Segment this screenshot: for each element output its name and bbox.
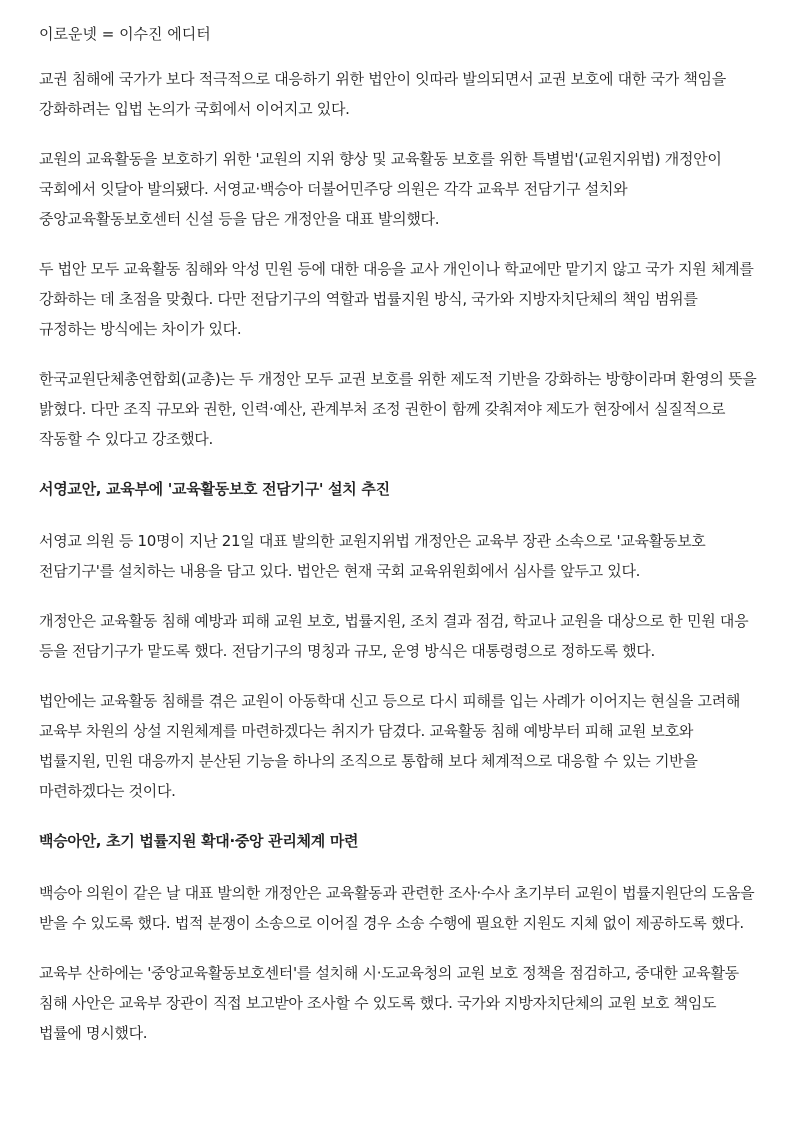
article-paragraph: 법안에는 교육활동 침해를 겪은 교원이 아동학대 신고 등으로 다시 피해를 입는 사례가 이어지는 현실을 고려해 교육부 차원의 상설 지원체계를 마련하겠다는 취지가 담겼다. 교육활동 침해 예방부터 피해 교원 보호와 법률지원, 민원 대응까지 분산된 기능을 하나의 조직으로 통합해 보다 체계적으로 대응할 수 있는 기반을 마련하겠다는 것이다. [39, 692, 741, 800]
article-paragraph: 교원의 교육활동을 보호하기 위한 '교원의 지위 향상 및 교육활동 보호를 위한 특별법'(교원지위법) 개정안이 국회에서 잇달아 발의됐다. 서영교·백승아 더불어민주당 의원은 각각 교육부 전담기구 설치와 중앙교육활동보호센터 신설 등을 담은 개정안을 대표 발의했다. [39, 150, 722, 228]
article-paragraph: 개정안은 교육활동 침해 예방과 피해 교원 보호, 법률지원, 조치 결과 점검, 학교나 교원을 대상으로 한 민원 대응 등을 전담기구가 맡도록 했다. 전담기구의 명칭과 규모, 운영 방식은 대통령령으로 정하도록 했다. [39, 612, 749, 660]
article-paragraph: 서영교 의원 등 10명이 지난 21일 대표 발의한 교원지위법 개정안은 교육부 장관 소속으로 '교육활동보호 전담기구'를 설치하는 내용을 담고 있다. 법안은 현재 국회 교육위원회에서 심사를 앞두고 있다. [39, 532, 706, 580]
article-paragraph: 한국교원단체총연합회(교총)는 두 개정안 모두 교권 보호를 위한 제도적 기반을 강화하는 방향이라며 환영의 뜻을 밝혔다. 다만 조직 규모와 권한, 인력·예산, 관계부처 조정 권한이 함께 갖춰져야 제도가 현장에서 실질적으로 작동할 수 있다고 강조했다. [39, 370, 757, 448]
article-paragraph: 백승아 의원이 같은 날 대표 발의한 개정안은 교육활동과 관련한 조사·수사 초기부터 교원이 법률지원단의 도움을 받을 수 있도록 했다. 법적 분쟁이 소송으로 이어질 경우 소송 수행에 필요한 지원도 지체 없이 제공하도록 했다. [39, 884, 755, 932]
byline: 이로운넷 = 이수진 에디터 [39, 25, 211, 43]
section-heading: 백승아안, 초기 법률지원 확대·중앙 관리체계 마련 [39, 832, 359, 850]
article-paragraph: 두 법안 모두 교육활동 침해와 악성 민원 등에 대한 대응을 교사 개인이나 학교에만 맡기지 않고 국가 지원 체계를 강화하는 데 초점을 맞췄다. 다만 전담기구의 역할과 법률지원 방식, 국가와 지방자치단체의 책임 범위를 규정하는 방식에는 차이가 있다. [39, 260, 754, 338]
section-heading: 서영교안, 교육부에 '교육활동보호 전담기구' 설치 추진 [39, 480, 390, 498]
article-paragraph: 교권 침해에 국가가 보다 적극적으로 대응하기 위한 법안이 잇따라 발의되면서 교권 보호에 대한 국가 책임을 강화하려는 입법 논의가 국회에서 이어지고 있다. [39, 70, 726, 118]
article-paragraph: 교육부 산하에는 '중앙교육활동보호센터'를 설치해 시·도교육청의 교원 보호 정책을 점검하고, 중대한 교육활동 침해 사안은 교육부 장관이 직접 보고받아 조사할 수 있도록 했다. 국가와 지방자치단체의 교원 보호 책임도 법률에 명시했다. [39, 964, 739, 1042]
